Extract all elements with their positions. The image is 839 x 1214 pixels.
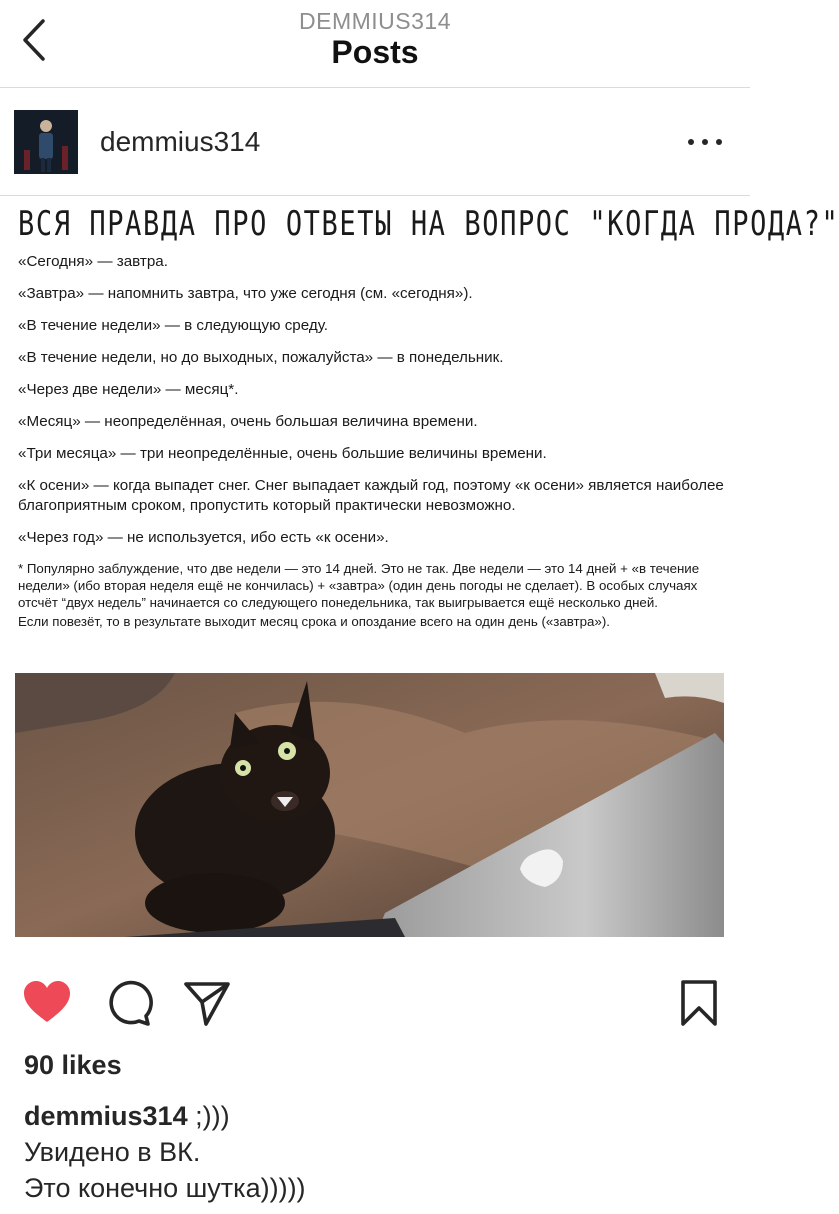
text-line: «В течение недели» — в следующую среду.: [18, 317, 329, 334]
text-line: «Месяц» — неопределённая, очень большая величина времени.: [18, 413, 478, 430]
post-actions: [0, 970, 750, 1030]
text-line: «Сегодня» — завтра.: [18, 253, 168, 270]
post-username[interactable]: demmius314: [100, 126, 261, 157]
likes-count[interactable]: 90 likes: [24, 1050, 122, 1080]
caption-line: Увидено в ВК.: [24, 1137, 201, 1167]
text-line: «Через год» — не используется, ибо есть «к осени».: [18, 529, 389, 546]
comment-button[interactable]: [102, 978, 152, 1028]
send-icon: [182, 978, 232, 1028]
text-line: «К осени» — когда выпадет снег. Снег выпадает каждый год, поэтому «к осени» является наиболее благоприятным сроком, пропустить который практически невозможно.: [18, 477, 724, 514]
bookmark-icon: [674, 978, 724, 1028]
save-button[interactable]: [674, 978, 724, 1028]
caption-line: Это конечно шутка))))): [24, 1173, 306, 1203]
footnote: * Популярно заблуждение, что две недели — это 14 дней. Это не так. Две недели — это 14 дней + «в течение недели» (ибо вторая неделя ещё не кончилась) + «завтра» (один день погоды не сделает). В особых случаях отсчёт “двух недель” начинается со следующего понедельника, так выигрывается ещё несколько дней.: [18, 561, 700, 610]
more-horizontal-icon: [716, 139, 722, 145]
text-line: «Три месяца» — три неопределённые, очень большие величины времени.: [18, 445, 547, 462]
caption-line: [24, 1098, 306, 1134]
post-photo: [15, 673, 724, 937]
avatar[interactable]: [14, 110, 78, 174]
avatar-figure: [14, 110, 78, 174]
footnote-conclusion: Если повезёт, то в результате выходит месяц срока и опоздание всего на один день («завтра»).: [18, 614, 610, 629]
page-title: Posts: [331, 34, 419, 70]
caption-username[interactable]: demmius314: [24, 1101, 188, 1131]
more-button[interactable]: [688, 132, 722, 152]
cat-laptop-illustration: [15, 673, 724, 937]
text-line: «В течение недели, но до выходных, пожалуйста» — в понедельник.: [18, 349, 504, 366]
like-button[interactable]: [22, 978, 72, 1028]
post-caption: [24, 1098, 306, 1206]
text-line: «Через две недели» — месяц*.: [18, 381, 239, 398]
more-horizontal-icon: [688, 139, 694, 145]
comment-icon: [102, 978, 152, 1028]
caption-text: ;))): [195, 1101, 230, 1131]
text-line: «Завтра» — напомнить завтра, что уже сегодня (см. «сегодня»).: [18, 285, 473, 302]
post-text-title: ВСЯ ПРАВДА ПРО ОТВЕТЫ НА ВОПРОС "КОГДА ПРОДА?": [18, 205, 839, 244]
heart-icon: [22, 978, 72, 1028]
account-name: DEMMIUS314: [299, 8, 451, 34]
share-button[interactable]: [182, 978, 232, 1028]
post-header: [0, 88, 750, 196]
top-nav-bar: [0, 0, 750, 88]
post-text-content: [18, 205, 839, 630]
more-horizontal-icon: [702, 139, 708, 145]
